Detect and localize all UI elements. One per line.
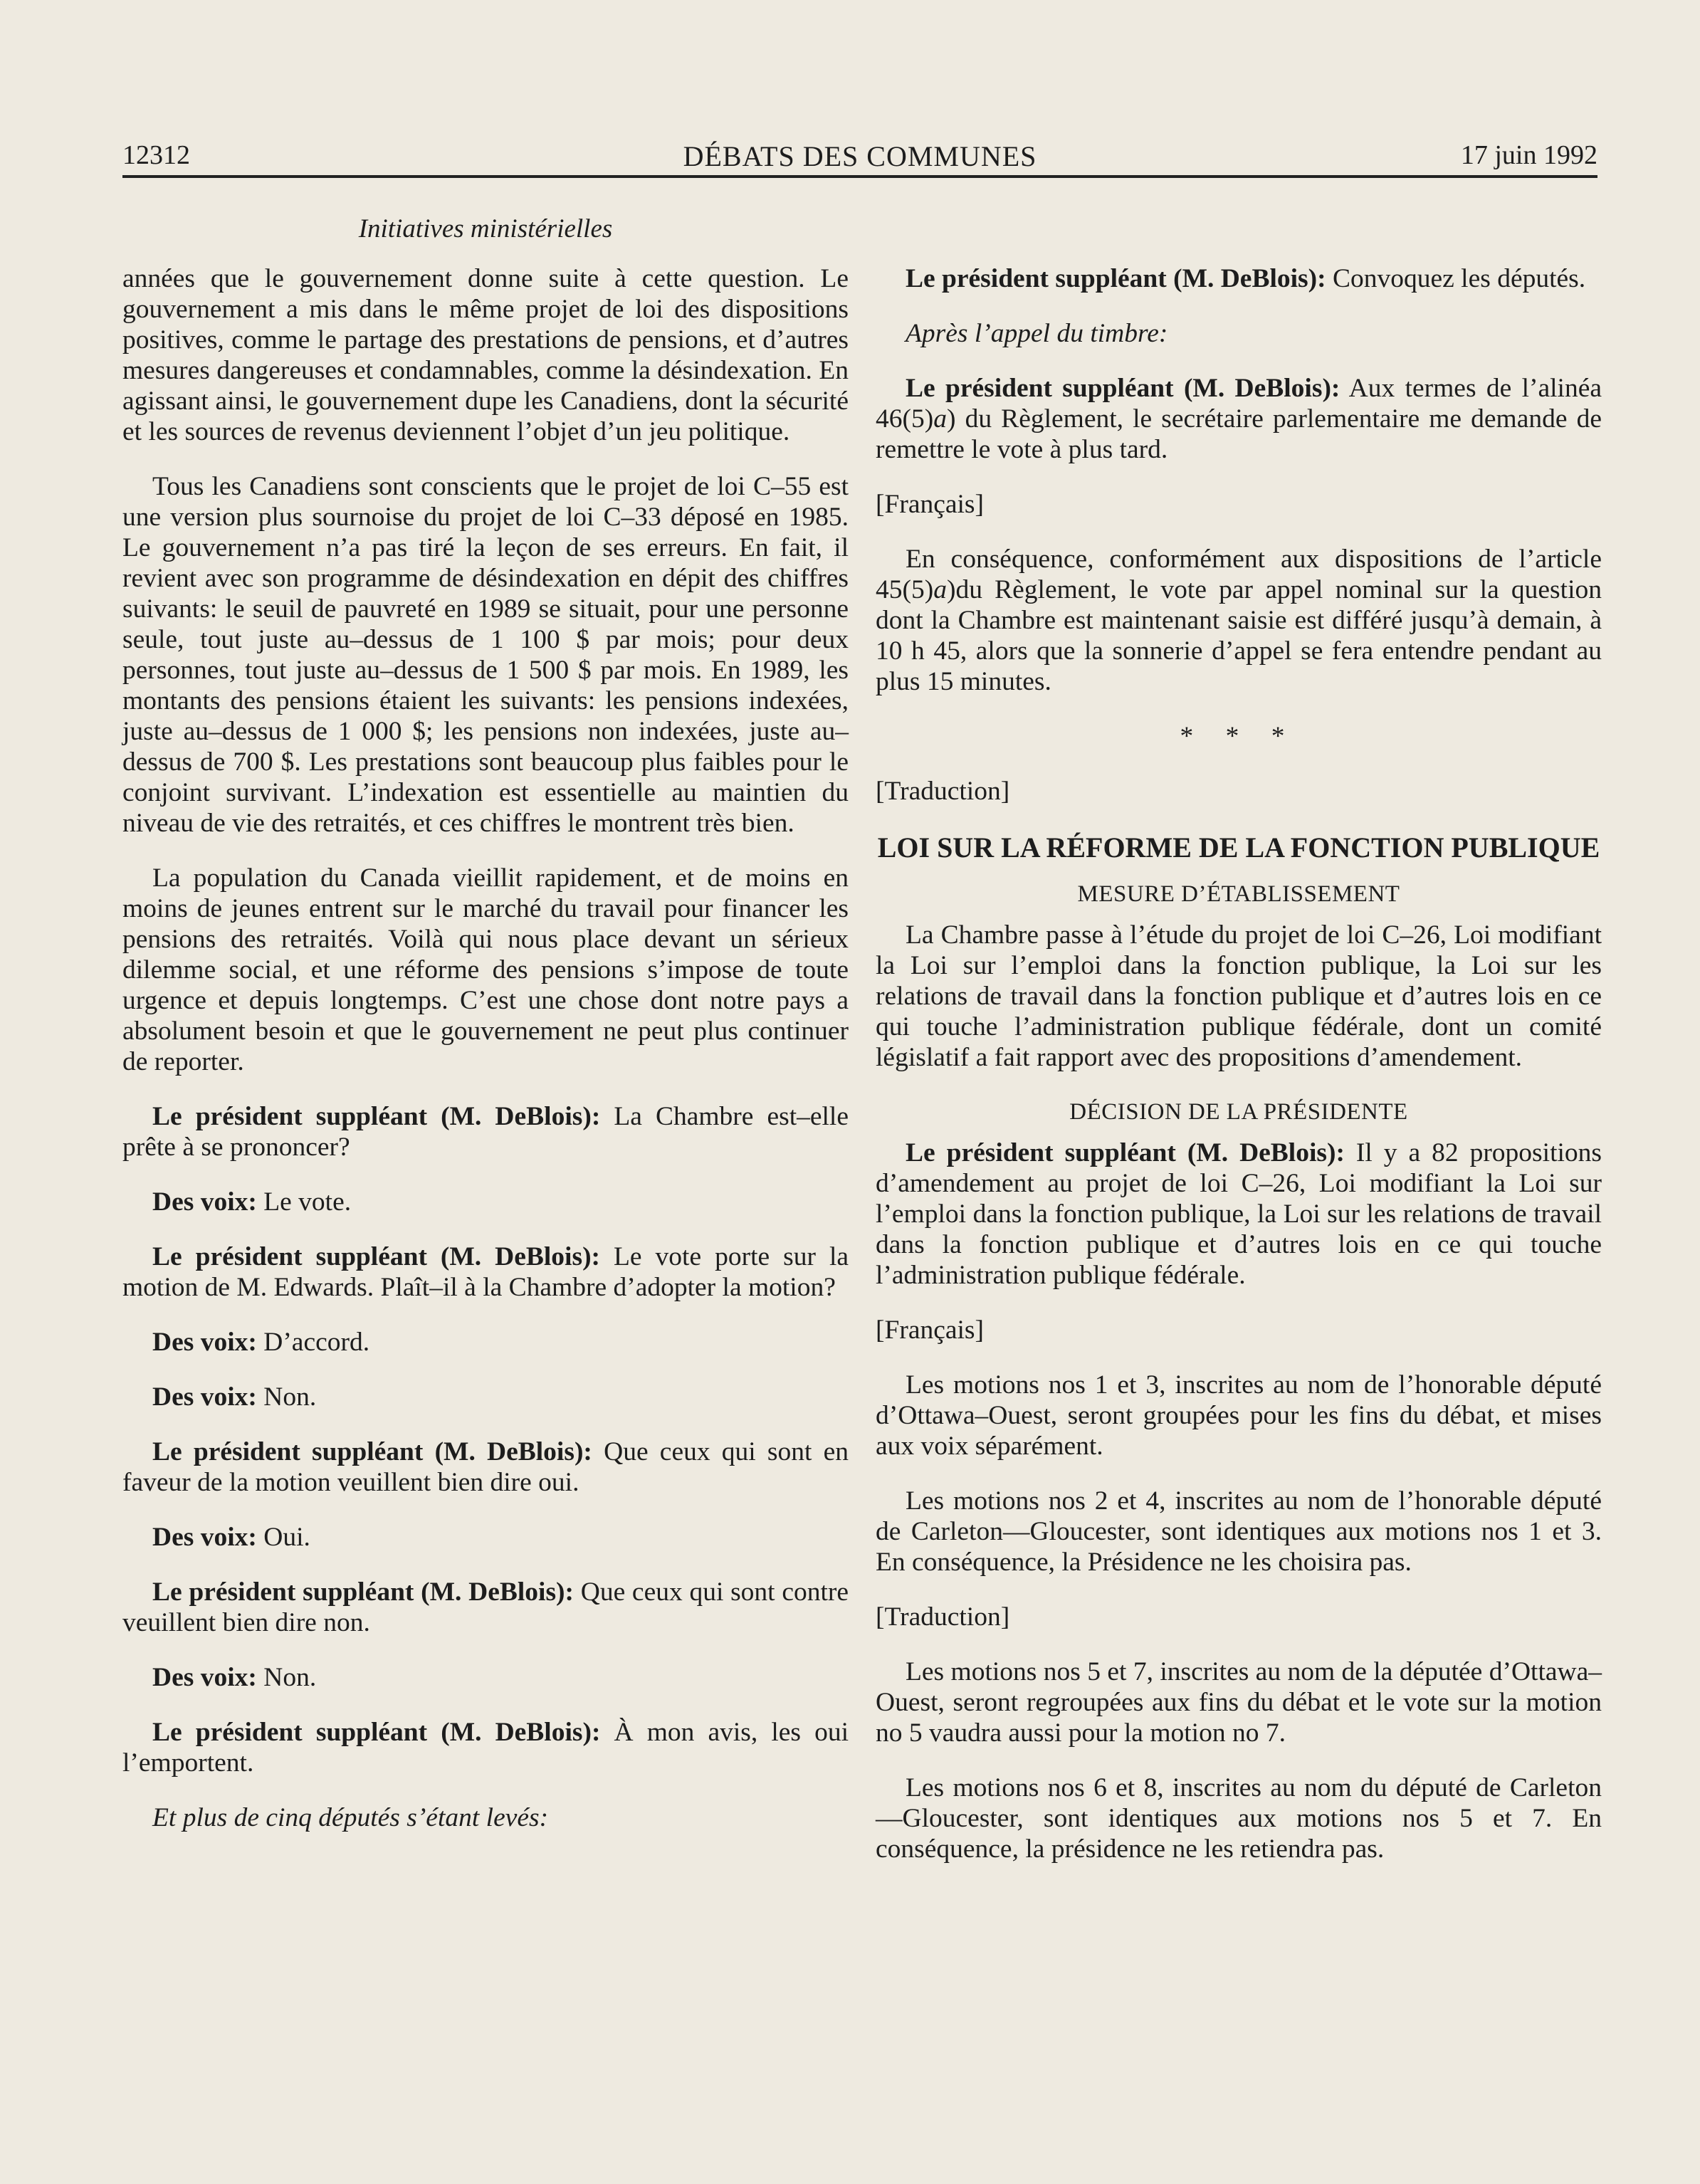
page-header: [122, 140, 1597, 175]
speech-text: À mon avis, les oui l’emportent.: [122, 1718, 849, 1778]
speech: [122, 1662, 849, 1693]
speaker-name: Le président suppléant (M. DeBlois):: [152, 1242, 601, 1271]
paragraph: Les motions nos 1 et 3, inscrites au nom de l’honorable député d’Ottawa–Ouest, seront groupées pour les fins du débat, et mises aux voix séparément.: [876, 1370, 1602, 1461]
paragraph: années que le gouvernement donne suite à cette question. Le gouvernement a mis dans le même projet de loi des dispositions positives, comme le partage des prestations de pensions, et d’autres mesures dangereuses et condamnables, comme la désindexation. En agissant ainsi, le gouvernement dupe les Canadiens, dont la sécurité et les sources de revenus deviennent l’objet d’un jeu politique.: [122, 264, 849, 446]
speaker-name: Le président suppléant (M. DeBlois):: [152, 1577, 574, 1607]
speech-text: ) du Règlement, le secrétaire parlementaire me demande de remettre le vote à plus tard.: [876, 404, 1602, 464]
speech: [122, 1241, 849, 1303]
speech: [876, 263, 1602, 294]
speaker-name: Le président suppléant (M. DeBlois):: [906, 1138, 1345, 1167]
paragraph-text: )du Règlement, le vote par appel nominal sur la question dont la Chambre est maintenant saisie est différé jusqu’à demain, à 10 h 45, alors que la sonnerie d’appel se fera entendre pendant au plus 15 minutes.: [876, 575, 1602, 696]
speech-text: Oui.: [256, 1523, 310, 1552]
italic-letter: a: [933, 404, 947, 434]
right-column: [876, 263, 1602, 1889]
speech: [122, 1437, 849, 1498]
left-column: [122, 263, 849, 1857]
paragraph: [876, 544, 1602, 697]
speech-text: Il y a 82 propositions d’amendement au projet de loi C–26, Loi modifiant la Loi sur l’emploi dans la fonction publique, la Loi sur les relations de travail dans la fonction publique et d’autres lois en ce qui touche l’administration publique fédérale.: [876, 1138, 1602, 1290]
language-tag: [Français]: [876, 1316, 985, 1345]
speech: [122, 1187, 849, 1217]
bill-title: LOI SUR LA RÉFORME DE LA FONCTION PUBLIQUE: [877, 831, 1600, 863]
speech-text: Que ceux qui sont en faveur de la motion veuillent bien dire oui.: [122, 1437, 849, 1497]
section-heading: Initiatives ministérielles: [358, 214, 613, 243]
speech-text: Que ceux qui sont contre veuillent bien dire non.: [122, 1577, 849, 1637]
speech-text: Convoquez les députés.: [1326, 264, 1586, 293]
language-tag: [Traduction]: [876, 1602, 1010, 1632]
speaker-name: Le président suppléant (M. DeBlois):: [152, 1102, 601, 1131]
speech: [122, 1577, 849, 1638]
paragraph: La Chambre passe à l’étude du projet de loi C–26, Loi modifiant la Loi sur l’emploi dans la fonction publique, la Loi sur les relations de travail dans la fonction publique et d’autres lois en ce qui touche l’administration publique fédérale, dont un comité législatif a fait rapport avec des propositions d’amendement.: [876, 920, 1602, 1072]
paragraph: Tous les Canadiens sont conscients que le projet de loi C–55 est une version plus sournoise du projet de loi C–33 déposé en 1985. Le gouvernement n’a pas tiré la leçon de ses erreurs. En fait, il revient avec son programme de désindexation en dépit des chiffres suivants: le seuil de pauvreté en 1989 se situait, pour une personne seule, tout juste au–dessus de 1 100 $ par mois; pour deux personnes, tout juste au–dessus de 1 500 $ par mois. En 1989, les montants des pensions étaient les suivants: les pensions indexées, juste au–dessus de 1 000 $; les pensions non indexées, juste au–dessus de 700 $. Les prestations sont beaucoup plus faibles pour le conjoint survivant. L’indexation est essentielle au maintien du niveau de vie des retraités, et ces chiffres le montrent très bien.: [122, 472, 849, 838]
publication-title: DÉBATS DES COMMUNES: [683, 140, 1037, 172]
speech-text: La Chambre est–elle prête à se prononcer?: [122, 1102, 849, 1162]
speaker-name: Des voix:: [152, 1663, 257, 1692]
speech: [122, 1327, 849, 1358]
speaker-name: Le président suppléant (M. DeBlois):: [152, 1437, 592, 1466]
speech-text: D’accord.: [256, 1328, 370, 1357]
subheading: DÉCISION DE LA PRÉSIDENTE: [1069, 1099, 1408, 1125]
italic-letter: a: [933, 575, 947, 604]
paragraph-text: En conséquence, conformément aux dispositions de l’article 45(5): [876, 545, 1602, 604]
speech: [122, 1522, 849, 1553]
speech-text: Aux termes de l’alinéa 46(5): [876, 374, 1602, 434]
speech-text: Non.: [256, 1663, 317, 1692]
speaker-name: Des voix:: [152, 1187, 257, 1217]
page-number: 12312: [122, 140, 190, 170]
paragraph: Les motions nos 2 et 4, inscrites au nom de l’honorable député de Carleton—Gloucester, sont identiques aux motions nos 1 et 3. En conséquence, la Présidence ne les choisira pas.: [876, 1486, 1602, 1577]
speaker-name: Des voix:: [152, 1382, 257, 1412]
page-date: 17 juin 1992: [1460, 140, 1597, 170]
speech: [122, 1382, 849, 1412]
language-tag: [Français]: [876, 490, 985, 519]
speech: [122, 1717, 849, 1778]
subheading: MESURE D’ÉTABLISSEMENT: [1077, 881, 1400, 907]
stage-direction: Et plus de cinq députés s’étant levés:: [152, 1803, 549, 1832]
speech: [876, 373, 1602, 465]
speaker-name: Le président suppléant (M. DeBlois):: [152, 1718, 601, 1747]
language-tag: [Traduction]: [876, 777, 1010, 806]
speech: [876, 1138, 1602, 1291]
header-rule: [122, 175, 1597, 178]
speaker-name: Des voix:: [152, 1523, 257, 1552]
section-separator: * * *: [1180, 722, 1298, 751]
stage-direction: Après l’appel du timbre:: [906, 319, 1168, 348]
speaker-name: Le président suppléant (M. DeBlois):: [906, 264, 1326, 293]
speaker-name: Le président suppléant (M. DeBlois):: [906, 374, 1340, 403]
speech-text: Non.: [256, 1382, 317, 1412]
paragraph: La population du Canada vieillit rapidement, et de moins en moins de jeunes entrent sur le marché du travail pour financer les pensions des retraités. Voilà qui nous place devant un sérieux dilemme social, et une réforme des pensions s’impose de toute urgence et depuis longtemps. C’est une chose dont notre pays a absolument besoin et que le gouvernement ne peut plus continuer de reporter.: [122, 863, 849, 1076]
speech-text: Le vote porte sur la motion de M. Edwards. Plaît–il à la Chambre d’adopter la motion?: [122, 1242, 849, 1302]
speech-text: Le vote.: [256, 1187, 352, 1217]
speaker-name: Des voix:: [152, 1328, 257, 1357]
paragraph: Les motions nos 6 et 8, inscrites au nom du député de Carleton—Gloucester, sont identiques aux motions nos 5 et 7. En conséquence, la présidence ne les retiendra pas.: [876, 1773, 1602, 1864]
paragraph: Les motions nos 5 et 7, inscrites au nom de la députée d’Ottawa–Ouest, seront regroupées aux fins du débat et le vote sur la motion no 5 vaudra aussi pour la motion no 7.: [876, 1657, 1602, 1748]
speech: [122, 1101, 849, 1162]
